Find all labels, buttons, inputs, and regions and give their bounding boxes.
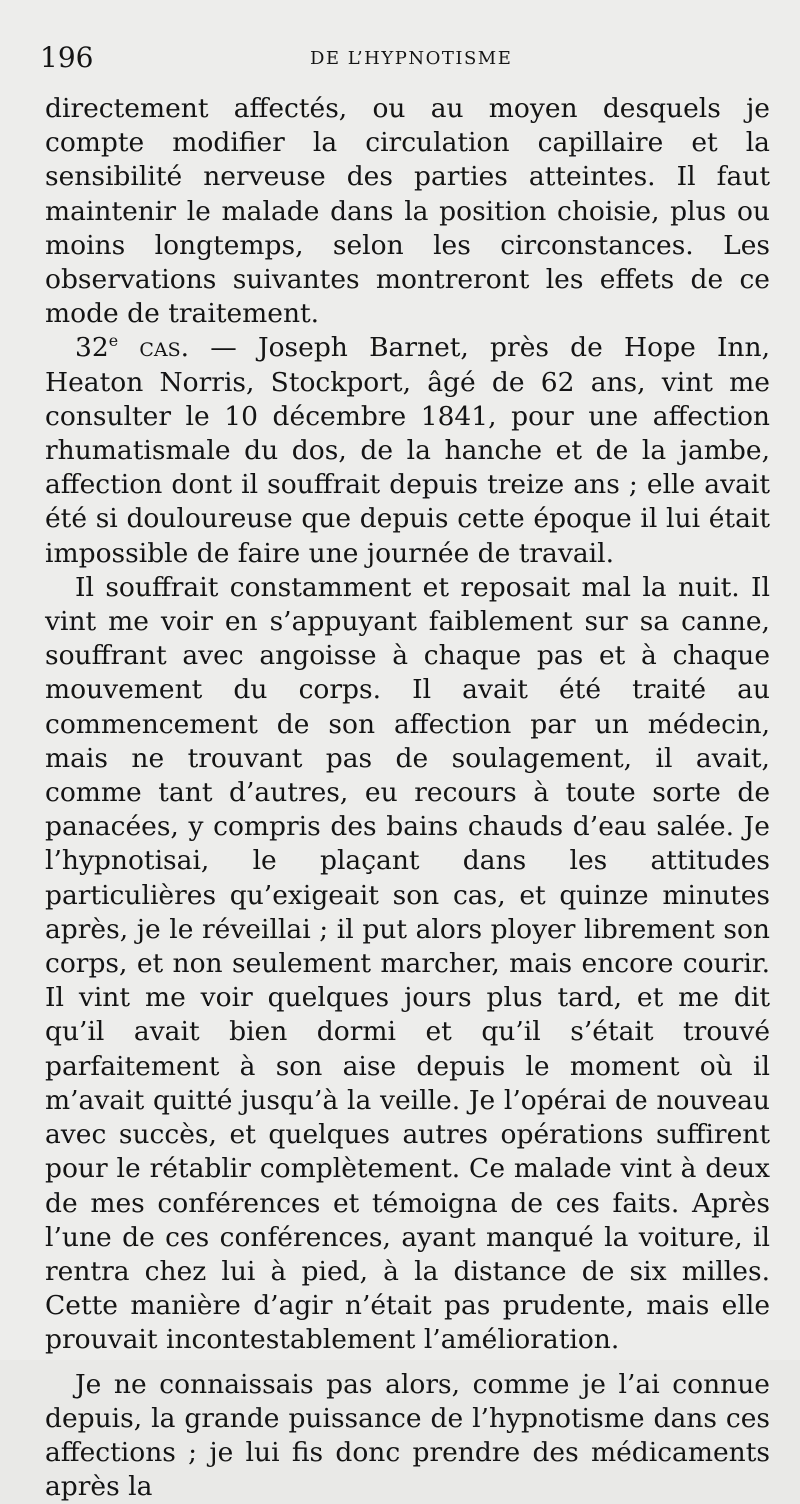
paragraph-follow-up: Je ne connaissais pas alors, comme je l’ai connue depuis, la grande puissance de l’hypnotisme dans ces affections ; je lui fis donc prendre des médicaments après la bbox=[45, 1368, 770, 1503]
case-label: cas. bbox=[139, 332, 190, 364]
running-head bbox=[40, 40, 780, 76]
case-ordinal-suffix: e bbox=[108, 331, 119, 351]
case-number: 32 bbox=[75, 332, 109, 364]
running-title: DE L’HYPNOTISME bbox=[310, 48, 513, 69]
paragraph-case-32 bbox=[45, 331, 770, 570]
case-text: — Joseph Barnet, près de Hope Inn, Heaton Norris, Stockport, âgé de 62 ans, vint me consulter le 10 décembre 1841, pour une affection rhumatismale du dos, de la hanche et de la jambe, affection dont il souffrait depuis treize ans ; elle avait été si douloureuse que depuis cette époque il lui était impossible de faire une journée de travail. bbox=[45, 332, 770, 569]
page-number: 196 bbox=[40, 41, 94, 74]
paragraph-continuation: directement affectés, ou au moyen desquels je compte modifier la circulation capillaire et la sensibilité nerveuse des parties atteintes. Il faut maintenir le malade dans la position choisie, plus ou moins longtemps, selon les circonstances. Les observations suivantes montreront les effets de ce mode de traitement. bbox=[45, 93, 770, 330]
paragraph-treatment: Il souffrait constamment et reposait mal la nuit. Il vint me voir en s’appuyant faiblement sur sa canne, souffrant avec angoisse à chaque pas et à chaque mouvement du corps. Il avait été traité au commencement de son affection par un médecin, mais ne trouvant pas de soulagement, il avait, comme tant d’autres, eu recours à toute sorte de panacées, y compris des bains chauds d’eau salée. Je l’hypnotisai, le plaçant dans les attitudes particulières qu’exigeait son cas, et quinze minutes après, je le réveillai ; il put alors ployer librement son corps, et non seulement marcher, mais encore courir. Il vint me voir quelques jours plus tard, et me dit qu’il avait bien dormi et qu’il s’était trouvé parfaitement à son aise depuis le moment où il m’avait quitté jusqu’à la veille. Je l’opérai de nouveau avec succès, et quelques autres opérations suffirent pour le rétablir complètement. Ce malade vint à deux de mes conférences et témoigna de ces faits. Après l’une de ces conférences, ayant manqué la voiture, il rentra chez lui à pied, à la distance de six milles. Cette manière d’agir n’était pas prudente, mais elle prouvait incontestablement l’amélioration. bbox=[45, 571, 770, 1356]
body-text bbox=[45, 92, 770, 1504]
